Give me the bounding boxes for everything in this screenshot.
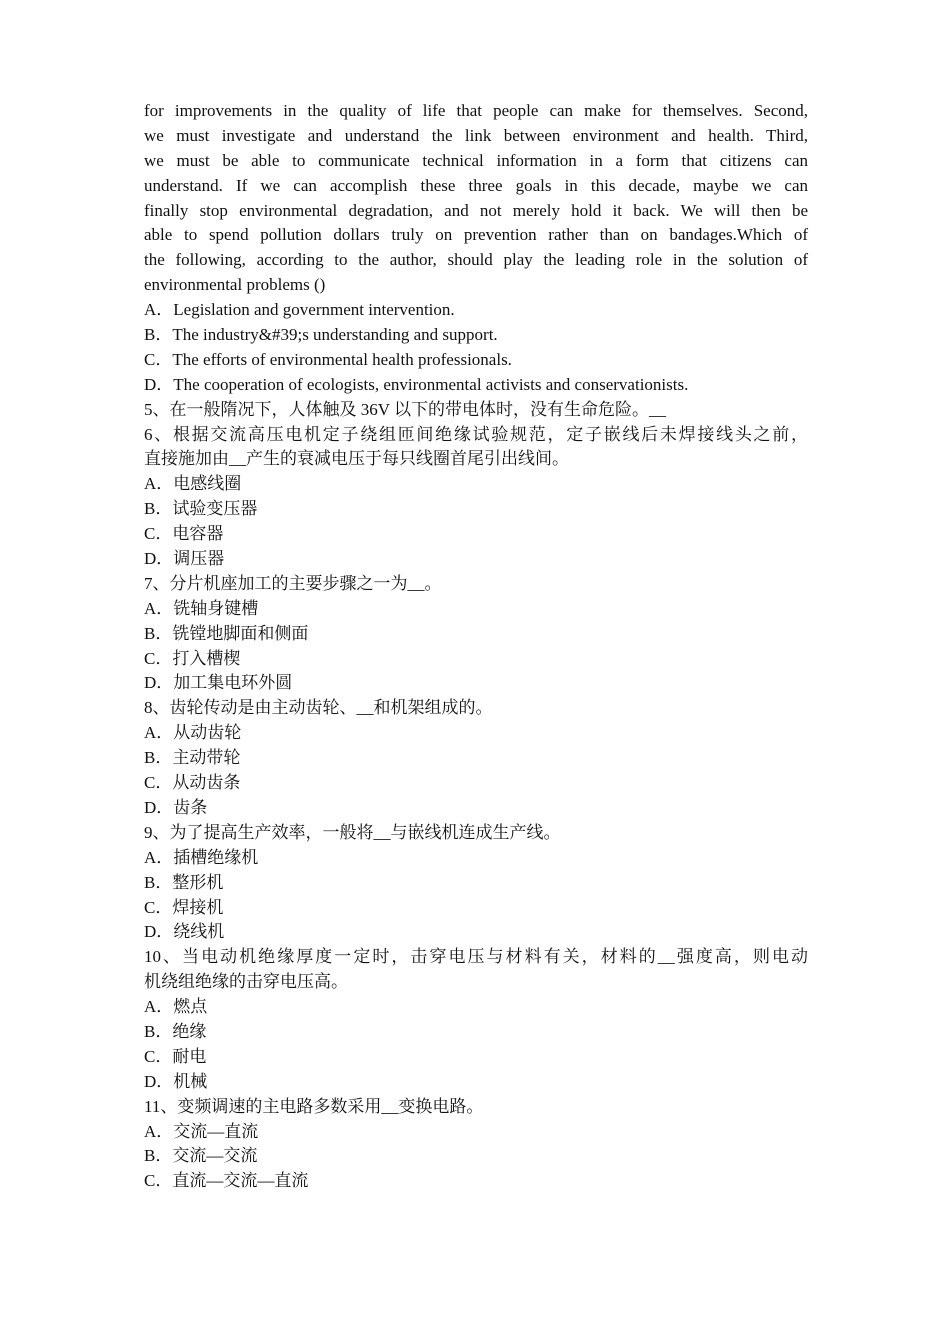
option-item [144,1020,808,1045]
option-letter: D． [144,673,174,693]
option-text: Legislation and government intervention. [173,300,455,320]
option-item [144,1144,808,1169]
option-item [144,771,808,796]
option-letter: B． [144,325,173,345]
option-letter: D． [144,374,174,394]
option-text: The industry&#39;s understanding and support. [172,325,498,345]
question-5 [144,398,808,423]
passage-line: able to spend pollution dollars truly on prevention rather than on bandages.Which of [144,225,808,245]
option-letter: D． [144,1071,174,1091]
option-text: 焊接机 [172,897,224,917]
question-text: 10、当电动机绝缘厚度一定时，击穿电压与材料有关，材料的__强度高，则电动 [144,947,808,967]
passage-line: understand. If we can accomplish these three goals in this decade, maybe we can [144,175,808,195]
option-letter: C． [144,648,173,668]
option-item [144,373,808,398]
option-letter: B． [144,623,173,643]
option-text: 电容器 [172,524,224,544]
option-item [144,547,808,572]
option-letter: A． [144,474,174,494]
option-text: 铣轴身键槽 [173,598,259,618]
option-item [144,348,808,373]
option-item [144,647,808,672]
question-6 [144,423,808,572]
question-8 [144,696,808,820]
option-letter: B． [144,1021,173,1041]
question-11 [144,1095,808,1195]
option-item [144,671,808,696]
option-item [144,522,808,547]
option-letter: A． [144,723,174,743]
option-text: 齿条 [173,797,208,817]
option-letter: B． [144,1146,173,1166]
option-item [144,920,808,945]
passage-line: for improvements in the quality of life that people can make for themselves. Second, [144,101,808,120]
option-item [144,472,808,497]
option-text: 从动齿条 [172,773,241,793]
option-text: The cooperation of ecologists, environmental activists and conservationists. [173,374,689,394]
option-text: 插槽绝缘机 [173,847,259,867]
option-item [144,796,808,821]
option-item [144,746,808,771]
option-letter: A． [144,997,174,1017]
option-letter: A． [144,598,174,618]
option-text: The efforts of environmental health professionals. [172,349,512,369]
question-10 [144,945,808,1094]
option-item [144,497,808,522]
option-text: 交流—交流 [172,1146,258,1166]
option-letter: D． [144,797,174,817]
option-item [144,896,808,921]
passage-line: we must be able to communicate technical information in a form that citizens can [144,150,808,170]
option-letter: C． [144,349,173,369]
question-text: 9、为了提高生产效率，一般将__与嵌线机连成生产线。 [144,822,561,842]
option-text: 绕线机 [173,922,225,942]
option-letter: C． [144,773,173,793]
option-letter: A． [144,1121,174,1141]
option-item [144,871,808,896]
option-text: 试验变压器 [172,499,258,519]
option-letter: A． [144,847,174,867]
option-text: 从动齿轮 [173,723,242,743]
question-7 [144,572,808,696]
option-letter: B． [144,499,173,519]
option-text: 绝缘 [172,1021,207,1041]
option-text: 燃点 [173,997,208,1017]
option-item [144,1070,808,1095]
question-text: 7、分片机座加工的主要步骤之一为__。 [144,573,442,593]
option-text: 打入槽楔 [172,648,241,668]
question-text: 11、变频调速的主电路多数采用__变换电路。 [144,1096,484,1116]
option-item [144,622,808,647]
question-text: 直接施加由__产生的衰减电压于每只线圈首尾引出线间。 [144,449,569,469]
option-item [144,1045,808,1070]
option-letter: C． [144,1046,173,1066]
option-item [144,721,808,746]
option-letter: C． [144,1171,173,1191]
option-text: 电感线圈 [173,474,242,494]
option-item [144,597,808,622]
option-letter: D． [144,922,174,942]
passage-line: finally stop environmental degradation, and not merely hold it back. We will then be [144,200,808,220]
option-text: 交流—直流 [173,1121,259,1141]
option-item [144,1120,808,1145]
option-text: 机械 [173,1071,208,1091]
reading-passage [144,99,808,298]
option-letter: D． [144,549,174,569]
question-text: 5、在一般隋况下，人体触及 36V 以下的带电体时，没有生命危险。__ [144,399,666,419]
option-letter: B． [144,872,173,892]
option-item [144,995,808,1020]
option-text: 铣镗地脚面和侧面 [172,623,309,643]
option-text: 直流—交流—直流 [172,1171,309,1191]
question-text: 8、齿轮传动是由主动齿轮、__和机架组成的。 [144,698,493,718]
passage-line: the following, according to the author, should play the leading role in the solution of [144,250,808,270]
option-letter: C． [144,897,173,917]
document-page [144,99,808,1194]
option-item [144,846,808,871]
option-text: 耐电 [172,1046,207,1066]
option-letter: A． [144,300,174,320]
option-item [144,323,808,348]
passage-line: environmental problems () [144,275,326,295]
question-9 [144,821,808,945]
option-item [144,298,808,323]
question-text: 6、根据交流高压电机定子绕组匝间绝缘试验规范，定子嵌线后未焊接线头之前， [144,424,808,444]
question-text: 机绕组绝缘的击穿电压高。 [144,972,348,992]
option-item [144,1169,808,1194]
option-text: 加工集电环外圆 [173,673,293,693]
option-letter: C． [144,524,173,544]
passage-options [144,298,808,398]
option-text: 主动带轮 [172,748,241,768]
option-letter: B． [144,748,173,768]
option-text: 整形机 [172,872,224,892]
passage-line: we must investigate and understand the link between environment and health. Third, [144,125,808,145]
option-text: 调压器 [173,549,225,569]
